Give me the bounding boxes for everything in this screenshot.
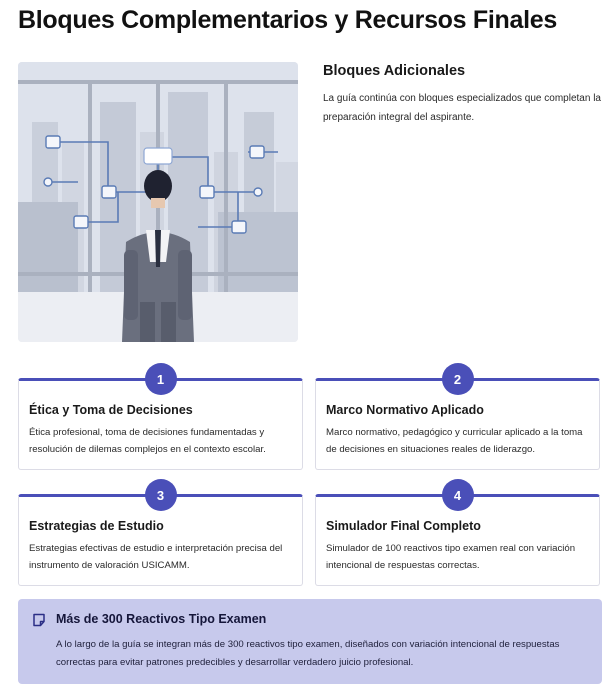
card-marco-normativo [315,371,600,470]
page-title: Bloques Complementarios y Recursos Finales [18,6,557,34]
reactivos-callout [18,599,602,684]
intro-heading: Bloques Adicionales [323,63,466,79]
card-etica [18,371,303,470]
note-icon [32,613,46,632]
card-number-badge: 1 [145,363,177,395]
office-skyline-illustration [18,62,298,342]
card-title: Estrategias de Estudio [29,519,164,533]
card-estrategias [18,487,303,586]
card-title: Marco Normativo Aplicado [326,403,484,417]
card-text: Simulador de 100 reactivos tipo examen real con variación intencional de respuestas correctas. [326,543,576,571]
card-simulador [315,487,600,586]
card-number-badge: 3 [145,479,177,511]
card-text: Marco normativo, pedagógico y curricular aplicado a la toma de decisiones en situaciones reales de liderazgo. [326,427,583,455]
intro-text: La guía continúa con bloques especializados que completan la preparación integral del aspirante. [323,93,601,123]
callout-title: Más de 300 Reactivos Tipo Examen [56,612,267,626]
card-number-badge: 2 [442,363,474,395]
card-text: Ética profesional, toma de decisiones fundamentadas y resolución de dilemas complejos en el contexto escolar. [29,427,266,455]
card-title: Ética y Toma de Decisiones [29,403,193,417]
hero-illustration [18,62,298,342]
card-title: Simulador Final Completo [326,519,481,533]
card-text: Estrategias efectivas de estudio e interpretación precisa del instrumento de valoración USICAMM. [29,543,283,571]
card-number-badge: 4 [442,479,474,511]
callout-text: A lo largo de la guía se integran más de 300 reactivos tipo examen, diseñados con variación intencional de respuestas correctas para evitar patrones predecibles y desarrollar verdadero juicio profesional. [56,639,560,669]
